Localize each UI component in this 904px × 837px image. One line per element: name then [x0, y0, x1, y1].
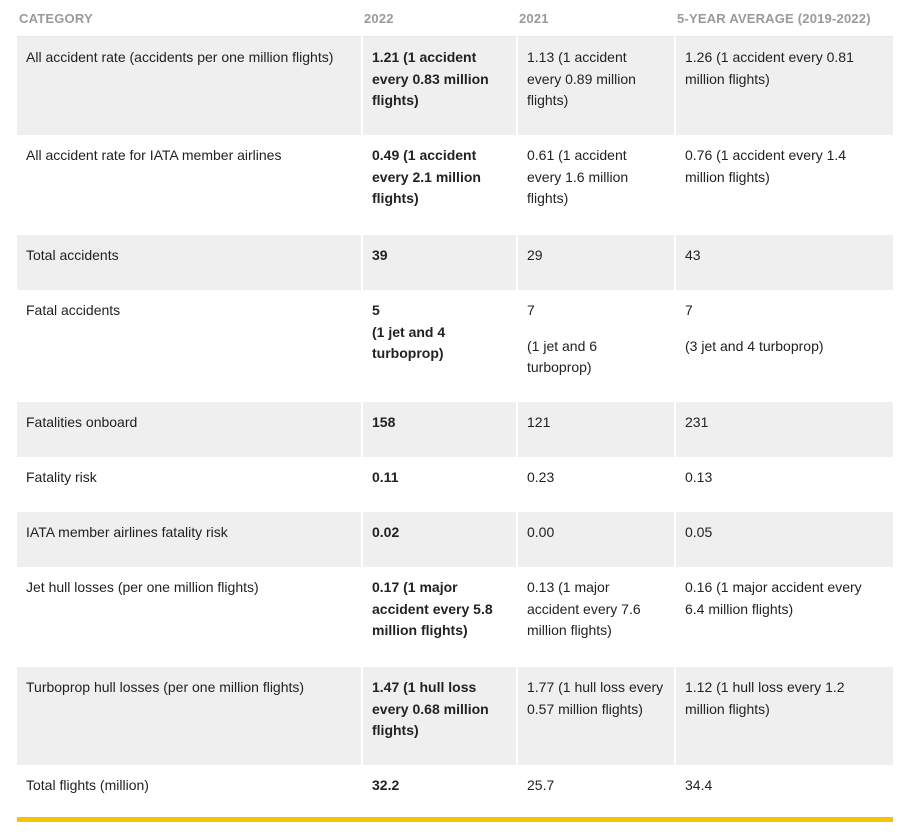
cell-average: 0.76 (1 accident every 1.4 million flights) [675, 135, 893, 235]
fatal-breakdown-2021: (1 jet and 6 turboprop) [527, 337, 598, 375]
cell-2022: 0.17 (1 major accident every 5.8 million flights) [362, 567, 517, 667]
cell-2022: 1.47 (1 hull loss every 0.68 million flights) [362, 667, 517, 765]
accident-stats-table [17, 0, 893, 819]
cell-2022: 1.21 (1 accident every 0.83 million flights) [362, 37, 517, 136]
cell-2022: 32.2 [362, 765, 517, 819]
fatal-breakdown-average: (3 jet and 4 turboprop) [685, 337, 824, 354]
cell-2022 [362, 290, 517, 402]
cell-category: All accident rate (accidents per one million flights) [17, 37, 362, 136]
cell-category: Turboprop hull losses (per one million flights) [17, 667, 362, 765]
fatal-count-2022: 5 [372, 302, 380, 318]
table-row [17, 290, 893, 402]
fatal-count-2021: 7 [527, 302, 535, 318]
header-5-year-average: 5-YEAR AVERAGE (2019-2022) [675, 0, 893, 37]
cell-2021: 0.13 (1 major accident every 7.6 million flights) [517, 567, 675, 667]
cell-average: 1.26 (1 accident every 0.81 million flights) [675, 37, 893, 136]
table-row [17, 457, 893, 512]
cell-category: IATA member airlines fatality risk [17, 512, 362, 567]
cell-average: 231 [675, 402, 893, 457]
cell-average: 0.13 [675, 457, 893, 512]
cell-average: 0.16 (1 major accident every 6.4 million flights) [675, 567, 893, 667]
cell-2021: 0.23 [517, 457, 675, 512]
cell-average: 43 [675, 235, 893, 290]
cell-2022: 158 [362, 402, 517, 457]
fatal-count-average: 7 [685, 302, 693, 318]
table-header-row [17, 0, 893, 37]
cell-2022: 39 [362, 235, 517, 290]
table-row [17, 37, 893, 136]
header-category: CATEGORY [17, 0, 362, 37]
cell-category: Total accidents [17, 235, 362, 290]
table-row [17, 765, 893, 819]
cell-average: 1.12 (1 hull loss every 1.2 million flights) [675, 667, 893, 765]
cell-2021: 0.61 (1 accident every 1.6 million flights) [517, 135, 675, 235]
cell-2021: 1.77 (1 hull loss every 0.57 million flights) [517, 667, 675, 765]
cell-average [675, 290, 893, 402]
cell-2022: 0.02 [362, 512, 517, 567]
table-row [17, 235, 893, 290]
table-row [17, 567, 893, 667]
accent-bar [17, 817, 893, 822]
header-2022: 2022 [362, 0, 517, 37]
table-row [17, 402, 893, 457]
table-row [17, 667, 893, 765]
cell-category: Fatalities onboard [17, 402, 362, 457]
cell-2021: 29 [517, 235, 675, 290]
cell-2022: 0.49 (1 accident every 2.1 million flights) [362, 135, 517, 235]
table-row [17, 135, 893, 235]
cell-category: Jet hull losses (per one million flights) [17, 567, 362, 667]
cell-category: Fatal accidents [17, 290, 362, 402]
table-row [17, 512, 893, 567]
header-2021: 2021 [517, 0, 675, 37]
cell-average: 34.4 [675, 765, 893, 819]
fatal-breakdown-2022: (1 jet and 4 turboprop) [372, 323, 446, 361]
cell-2021: 0.00 [517, 512, 675, 567]
cell-2021 [517, 290, 675, 402]
cell-2021: 1.13 (1 accident every 0.89 million flights) [517, 37, 675, 136]
cell-2021: 121 [517, 402, 675, 457]
cell-category: Total flights (million) [17, 765, 362, 819]
cell-2022: 0.11 [362, 457, 517, 512]
cell-category: All accident rate for IATA member airlines [17, 135, 362, 235]
cell-category: Fatality risk [17, 457, 362, 512]
cell-2021: 25.7 [517, 765, 675, 819]
cell-average: 0.05 [675, 512, 893, 567]
